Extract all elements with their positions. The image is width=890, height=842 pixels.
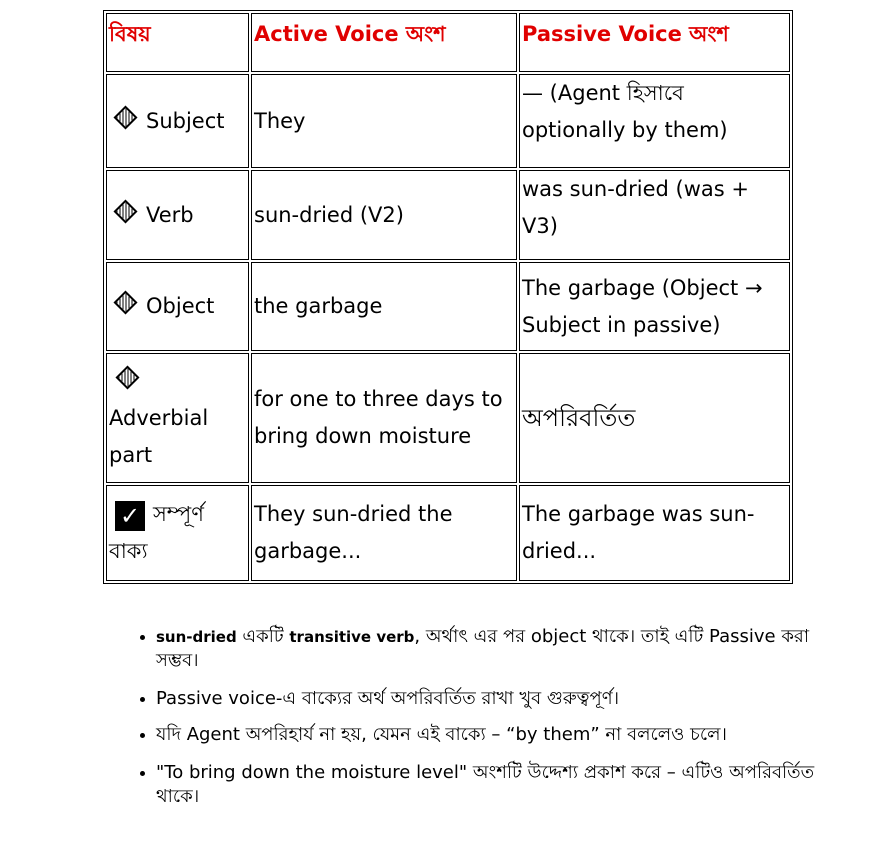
header-passive-voice: Passive Voice অংশ xyxy=(519,13,790,72)
table-row xyxy=(106,353,790,483)
table-row xyxy=(106,170,790,260)
row-topic-cell xyxy=(106,353,249,483)
passive-cell: অপরিবর্তিত xyxy=(519,353,790,483)
diamond-icon xyxy=(113,290,137,314)
passive-cell: The garbage (Object → Subject in passive) xyxy=(519,262,790,351)
row-topic-cell xyxy=(106,170,249,260)
active-cell: They sun-dried the garbage... xyxy=(251,485,517,581)
diamond-icon xyxy=(113,105,137,129)
note-text: Passive voice-এ বাক্যের অর্থ অপরিবর্তিত রাখা খুব গুরুত্বপূর্ণ। xyxy=(156,688,620,709)
active-cell: They xyxy=(251,74,517,168)
voice-comparison-table xyxy=(103,10,793,584)
list-item xyxy=(156,625,816,673)
note-bold-term: transitive verb xyxy=(289,628,415,646)
note-text: একটি xyxy=(236,626,290,647)
diamond-icon xyxy=(115,365,139,389)
notes-list xyxy=(130,625,816,823)
table-header-row xyxy=(106,13,790,72)
note-text: , অর্থাৎ এর পর object থাকে। তাই এটি Passive করা সম্ভব। xyxy=(156,626,810,671)
row-topic-cell xyxy=(106,485,249,581)
list-item xyxy=(156,761,816,809)
list-item xyxy=(156,687,816,711)
note-bold-term: sun-dried xyxy=(156,628,237,646)
row-topic: Adverbial part xyxy=(109,405,209,467)
row-topic: Verb xyxy=(146,202,194,227)
table-row xyxy=(106,485,790,581)
note-text: "To bring down the moisture level" অংশটি উদ্দেশ্য প্রকাশ করে – এটিও অপরিবর্তিত থাকে। xyxy=(156,762,815,807)
row-topic: সম্পূর্ণ বাক্য xyxy=(109,502,204,563)
diamond-icon xyxy=(113,199,137,223)
table-row xyxy=(106,74,790,168)
passive-cell: — (Agent হিসাবে optionally by them) xyxy=(519,74,790,168)
table-row xyxy=(106,262,790,351)
passive-cell: The garbage was sun-dried... xyxy=(519,485,790,581)
check-box-icon: ✓ xyxy=(115,501,145,531)
header-active-voice: Active Voice অংশ xyxy=(251,13,517,72)
row-topic: Object xyxy=(146,294,215,318)
note-text: যদি Agent অপরিহার্য না হয়, যেমন এই বাক্যে – “by them” না বললেও চলে। xyxy=(156,724,727,745)
active-cell: sun-dried (V2) xyxy=(251,170,517,260)
header-topic: বিষয় xyxy=(106,13,249,72)
active-cell: for one to three days to bring down moisture xyxy=(251,353,517,483)
list-item xyxy=(156,723,816,747)
active-cell: the garbage xyxy=(251,262,517,351)
row-topic-cell xyxy=(106,74,249,168)
row-topic-cell xyxy=(106,262,249,351)
passive-cell: was sun-dried (was + V3) xyxy=(519,170,790,260)
row-topic: Subject xyxy=(146,108,225,133)
